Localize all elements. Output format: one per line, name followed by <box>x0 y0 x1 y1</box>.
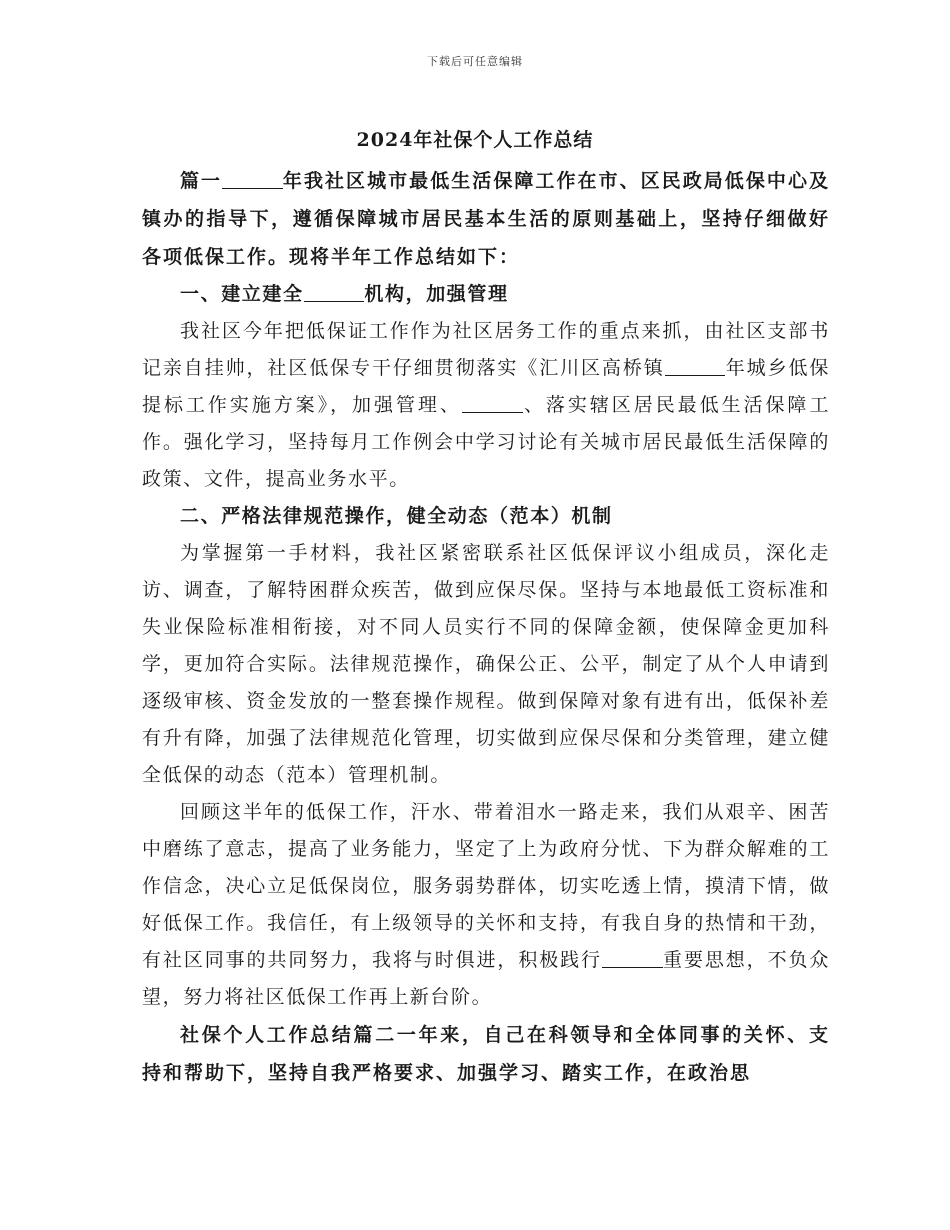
paragraph-text: 、落实辖区居民最低生活保障工作。强化学习，坚持每月工作例会中学习讨论有关城市居民最低生活保障的政策、文件，提高业务水平。 <box>142 394 830 490</box>
heading-text: 机构，加强管理 <box>364 283 509 305</box>
heading-text: 一、建立建全 <box>180 283 304 305</box>
blank-underline <box>462 393 523 413</box>
section-heading-1 <box>142 276 830 313</box>
paragraph-review <box>142 794 830 1016</box>
blank-underline <box>304 282 365 302</box>
paragraph-section-1 <box>142 313 830 498</box>
paragraph-text: 年城乡低保提标工作实施方案》，加强管理、 <box>142 357 830 416</box>
section-heading-2: 二、严格法律规范操作，健全动态（范本）机制 <box>180 505 613 527</box>
blank-underline <box>222 169 283 189</box>
blank-underline <box>665 356 726 376</box>
paragraph-text: 篇一 <box>180 170 223 192</box>
document-body <box>142 162 830 1092</box>
paragraph-section-2: 为掌握第一手材料，我社区紧密联系社区低保评议小组成员，深化走访、调查，了解特困群众疾苦，做到应保尽保。坚持与本地最低工资标准和失业保险标准相衔接，对不同人员实行不同的保障金额，使保障金更加科学，更加符合实际。法律规范操作，确保公正、公平，制定了从个人申请到逐级审核、资金发放的一整套操作规程。做到保障对象有进有出，低保补差有升有降，加强了法律规范化管理，切实做到应保尽保和分类管理，建立健全低保的动态（范本）管理机制。 <box>142 542 830 786</box>
paragraph-part-two: 社保个人工作总结篇二一年来，自己在科领导和全体同事的关怀、支持和帮助下，坚持自我严格要求、加强学习、踏实工作，在政治思 <box>142 1024 830 1084</box>
header-note: 下载后可任意编辑 <box>427 55 523 68</box>
blank-underline <box>602 948 663 968</box>
paragraph-text: 年我社区城市最低生活保障工作在市、区民政局低保中心及镇办的指导下，遵循保障城市居民基本生活的原则基础上，坚持仔细做好各项低保工作。现将半年工作总结如下： <box>142 170 830 268</box>
paragraph-text: 回顾这半年的低保工作，汗水、带着泪水一路走来，我们从艰辛、困苦中磨练了意志，提高了业务能力，坚定了上为政府分忧、下为群众解难的工作信念，决心立足低保岗位，服务弱势群体，切实吃透上情，摸清下情，做好低保工作。我信任，有上级领导的关怀和支持，有我自身的热情和干劲，有社区同事的共同努力，我将与时俱进，积极践行 <box>142 801 830 971</box>
paragraph-intro <box>142 162 830 276</box>
paragraph-text: 我社区今年把低保证工作作为社区居务工作的重点来抓，由社区支部书记亲自挂帅，社区低保专干仔细贯彻落实《汇川区高桥镇 <box>142 320 830 379</box>
document-title: 2024年社保个人工作总结 <box>356 129 594 151</box>
paragraph-text: 重要思想，不负众望，努力将社区低保工作再上新台阶。 <box>142 949 831 1008</box>
